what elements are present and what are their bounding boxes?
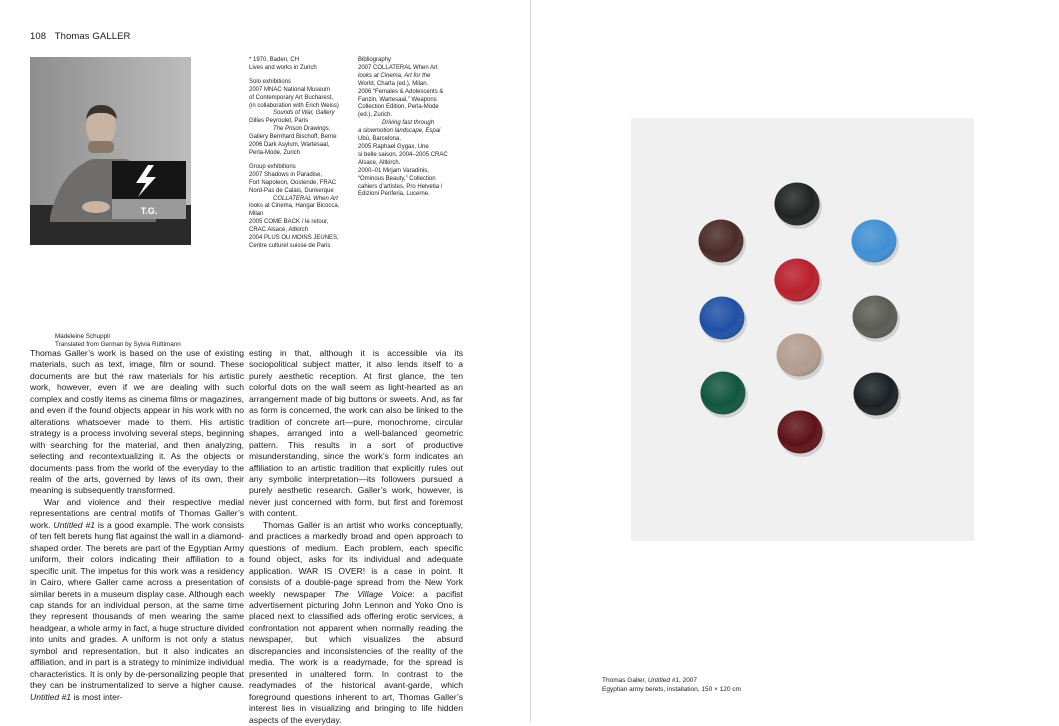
beard-shape (88, 141, 114, 153)
left-page (0, 0, 530, 723)
bibliography-block (358, 57, 466, 199)
caption-line-1 (602, 677, 741, 686)
biblio-line: (ed.), Zurich. (358, 112, 393, 119)
biblio-line: World, Charta (ed.), Milan. (358, 80, 429, 87)
group-line: Centre culturel suisse de Paris (249, 242, 331, 249)
group-line: COLLATERAL When Art (273, 195, 338, 202)
solo-line: 2007 MNAC National Museum (249, 86, 331, 93)
group-line: Milan (249, 211, 264, 218)
biblio-line: 2000–01 Mirjam Varadinis, (358, 167, 429, 174)
group-line: CRAC Alsace, Altkirch (249, 227, 309, 234)
bio-residence: Lives and works in Zurich (249, 64, 317, 71)
beret-installation-image (631, 118, 974, 541)
artwork-photo (631, 118, 974, 541)
essay-paragraph (249, 520, 463, 726)
solo-line: Sounds of War, Gallery (273, 110, 335, 117)
bio-birth: * 1970, Baden, CH (249, 57, 300, 63)
bio-block (249, 57, 356, 251)
caption-year: , 2007 (678, 677, 698, 684)
solo-line: (in collaboration with Erich Weiss) (249, 102, 339, 109)
essay-column-2 (249, 348, 463, 726)
essay-paragraph: Thomas Galler’s work is based on the use of existing materials, such as text, image, film or sound. These documents are but the raw materials for his artistic work, however, even if we are dealing with such complex and costly items as cinema films or magazines, and even if the found objects appear in his work with no alterations whatsoever made to them. His artistic strategy is a process involving several steps, beginning with searching for the material, and then analyzing, selecting and recontextualizing it. As the objects or documents pass from the world of the everyday to the realm of the arts, governed by laws of its own, their meaning is subsequently transformed. (30, 348, 244, 496)
biblio-line: 2006 “Females & Adolescents & (358, 88, 444, 95)
group-line: Fort Napoleon, Oostende, FRAC (249, 179, 337, 186)
biblio-line: Ubú, Barcelona. (358, 136, 402, 143)
caption-artist: Thomas Galler, (602, 677, 648, 684)
bibliography-heading: Bibliography (358, 57, 392, 63)
biblio-line: a slowmotion landscape, Espai (358, 128, 441, 135)
artist-portrait-photo (30, 57, 191, 245)
artwork-title: Untitled #1 (53, 519, 96, 530)
group-line: looks at Cinema, Hangar Bicocca, (249, 203, 340, 210)
artist-name-header: Thomas GALLER (54, 31, 131, 42)
hands-shape (82, 201, 110, 213)
solo-heading: Solo exhibitions (249, 78, 292, 85)
essay-paragraph (30, 497, 244, 703)
solo-line: Gilles Peyroulet, Paris (249, 118, 309, 125)
essay-text: is most inter- (71, 691, 123, 702)
caption-title: Untitled #1 (647, 677, 679, 684)
biblio-line: Alsace, Altkirch. (358, 159, 401, 166)
artwork-caption (602, 677, 741, 694)
essay-paragraph: esting in that, although it is accessible via its sociopolitical subject matter, it also lends itself to a purely aesthetic reception. At first glance, the ten colorful dots on the wall seem as light-hearted as an arrangement made of big buttons or sweets. And, as far as form is concerned, the work can also be linked to the tradition of concrete art—pure, monochrome, circular shapes, arranged into a well-balanced geometric pattern. This results in a sort of productive misunderstanding, since the work’s form indicates an affiliation to an artistic tradition that explicitly rules out any symbolic interpretation—its followers pursued a purely aesthetic research. Galler’s work, however, is never just concerned with form, but first and foremost with content. (249, 348, 463, 519)
biblio-line: Collection Edition, Perla-Mode (358, 104, 439, 111)
essay-text: is a good example. The work consists of ten felt berets hung flat against the wall in a diamond-shaped order. The berets are part of the Egyptian Army uniform, their colors indicating their affiliation to a specific unit. The impetus for this work was a residency in Cairo, where Galler came across a presentation of similar berets in a museum display case. Although each cap stands for an individual person, at the same time they represent thousands of men wearing the same headgear, a whole army in fact, a huge structure divided into units and grades. A uniform is not only a status symbol and representation, but it also indicates an affiliation, and in part is a strategy to minimize individual characteristics. It is only by de-personalizing people that they can be instrumentalized to serve a higher cause. (30, 519, 245, 691)
biblio-line: “Ominous Beauty,” Collection (358, 175, 436, 182)
biblio-line: 2005 Raphael Gygax, Une (358, 143, 429, 150)
essay-author: Madeleine Schuppli (55, 333, 110, 340)
essay-text: : a pacifist advertisement picturing John Lennon and Yoko Ono is placed next to classified ads offering erotic services, a confrontation not apparent when normally reading the newspaper, but which visualizes the absurd discrepancies and inconsistencies of the reality of the media. The work is a readymade, for the spread is presented in unaltered form. In contrast to the readymades of the historical avant-garde, which foreground questions inherent to art, Thomas Galler’s interest lies in visualizing and bringing to life hidden aspects of the everyday. (249, 588, 463, 725)
essay-credits (55, 333, 181, 349)
artwork-title: Untitled #1 (30, 691, 72, 702)
solo-line: Perla-Mode, Zurich (249, 149, 301, 156)
biblio-line: 2007 COLLATERAL When Art (358, 64, 438, 71)
page-number: 108 (30, 31, 47, 42)
solo-line: 2006 Dark Asylum, Wartesaal, (249, 142, 330, 149)
portrait-image (30, 57, 191, 245)
folio (30, 31, 130, 42)
biblio-line: cahiers d’artistes, Pro Helvetia / (358, 183, 443, 190)
group-heading: Group exhibitions (249, 163, 296, 170)
newspaper-title: The Village Voice (334, 588, 413, 599)
essay-text: War and violence and their respective medial representations are central motifs of Thomas Galler’s work. (30, 496, 244, 530)
essay-column-1 (30, 348, 244, 703)
solo-line: The Prison Drawings, (273, 126, 331, 133)
essay-text: Thomas Galler is an artist who works conceptually, and practices a markedly broad and open approach to questions of medium. Each problem, each specific found object, asks for its individual and adequate application. WAR IS OVER! is a case in point. It consists of a double-page spread from the New York weekly newspaper (249, 519, 463, 599)
group-line: 2004 PLUS OU MOINS JEUNES, (249, 235, 339, 242)
group-line: Nord-Pas de Calais, Dunkerque (249, 187, 334, 194)
biblio-line: looks at Cinema, Art for the (358, 72, 431, 79)
sign-text: T.G. (140, 206, 158, 216)
group-line: 2007 Shadows in Paradise, (249, 171, 323, 178)
group-line: 2005 COME BACK / le retour, (249, 219, 329, 226)
essay-translator: Translated from German by Sylvia Rüttimann (55, 341, 181, 348)
caption-line-2: Egyptian army berets, installation, 150 × 120 cm (602, 685, 741, 693)
biblio-line: Fanzin, Wartesaal,” Weapons (358, 96, 437, 103)
biblio-line: Driving fast through (382, 120, 435, 127)
biblio-line: Edizioni Periferia, Lucerne. (358, 191, 430, 198)
solo-line: of Contemporary Art Bucharest, (249, 94, 334, 101)
solo-line: Gallery Bernhard Bischoff, Berne (249, 134, 337, 141)
biblio-line: si belle saison, 2004–2005 CRAC (358, 151, 448, 158)
